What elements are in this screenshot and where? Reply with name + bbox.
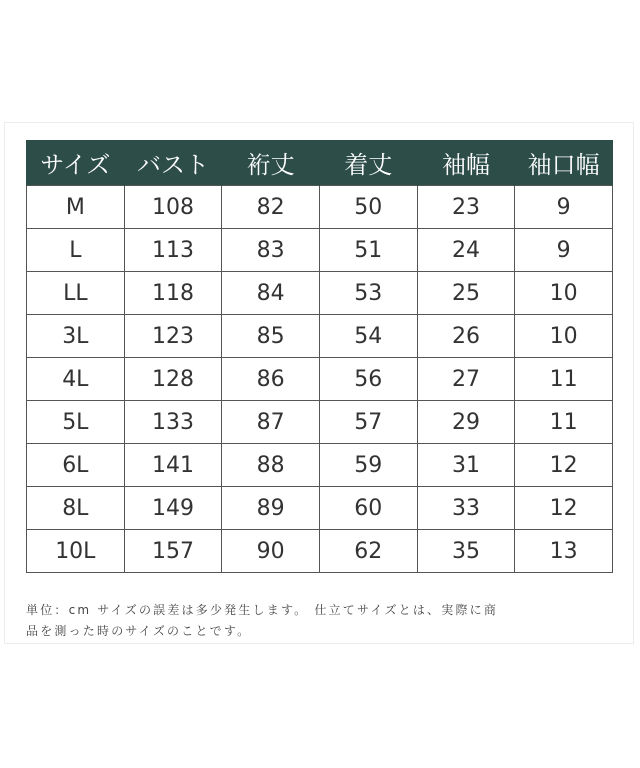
cell-body-length: 59 (319, 444, 417, 487)
cell-sleeve-width: 23 (417, 186, 515, 229)
cell-cuff-width: 10 (515, 272, 613, 315)
cell-bust: 113 (124, 229, 222, 272)
cell-bust: 149 (124, 487, 222, 530)
cell-bust: 133 (124, 401, 222, 444)
cell-sleeve-width: 26 (417, 315, 515, 358)
cell-body-length: 54 (319, 315, 417, 358)
note-line-1: 単位：cm サイズの誤差は多少発生します。 仕立てサイズとは、実際に商 (26, 603, 499, 617)
cell-bust: 108 (124, 186, 222, 229)
cell-size: 5L (27, 401, 125, 444)
cell-size: 8L (27, 487, 125, 530)
header-cuff-width: 袖口幅 (515, 140, 613, 186)
cell-body-length: 57 (319, 401, 417, 444)
table-row (27, 444, 613, 487)
cell-size: 3L (27, 315, 125, 358)
cell-body-length: 60 (319, 487, 417, 530)
cell-cuff-width: 9 (515, 229, 613, 272)
table-row (27, 186, 613, 229)
header-body-length: 着丈 (319, 140, 417, 186)
table-row (27, 358, 613, 401)
note-line-2: 品を測った時のサイズのことです。 (26, 624, 252, 638)
cell-sleeve-width: 25 (417, 272, 515, 315)
cell-cuff-width: 11 (515, 358, 613, 401)
cell-sleeve-length: 89 (222, 487, 320, 530)
cell-body-length: 51 (319, 229, 417, 272)
cell-sleeve-length: 84 (222, 272, 320, 315)
table-row (27, 229, 613, 272)
cell-bust: 141 (124, 444, 222, 487)
cell-bust: 118 (124, 272, 222, 315)
cell-sleeve-length: 86 (222, 358, 320, 401)
size-table (26, 140, 613, 573)
cell-cuff-width: 12 (515, 444, 613, 487)
table-row (27, 272, 613, 315)
cell-cuff-width: 10 (515, 315, 613, 358)
cell-body-length: 56 (319, 358, 417, 401)
cell-cuff-width: 11 (515, 401, 613, 444)
header-sleeve-width: 袖幅 (417, 140, 515, 186)
cell-sleeve-width: 31 (417, 444, 515, 487)
cell-cuff-width: 13 (515, 530, 613, 573)
cell-sleeve-length: 87 (222, 401, 320, 444)
cell-sleeve-width: 29 (417, 401, 515, 444)
cell-size: 10L (27, 530, 125, 573)
cell-sleeve-width: 27 (417, 358, 515, 401)
table-row (27, 401, 613, 444)
cell-size: M (27, 186, 125, 229)
header-bust: バスト (124, 140, 222, 186)
cell-cuff-width: 9 (515, 186, 613, 229)
cell-sleeve-length: 82 (222, 186, 320, 229)
cell-sleeve-length: 90 (222, 530, 320, 573)
cell-sleeve-length: 85 (222, 315, 320, 358)
size-note (26, 600, 616, 642)
table-header-row (27, 140, 613, 186)
cell-bust: 123 (124, 315, 222, 358)
cell-cuff-width: 12 (515, 487, 613, 530)
cell-sleeve-length: 88 (222, 444, 320, 487)
cell-size: 4L (27, 358, 125, 401)
cell-size: 6L (27, 444, 125, 487)
table-row (27, 487, 613, 530)
cell-sleeve-width: 24 (417, 229, 515, 272)
cell-sleeve-length: 83 (222, 229, 320, 272)
cell-size: LL (27, 272, 125, 315)
cell-bust: 157 (124, 530, 222, 573)
cell-size: L (27, 229, 125, 272)
header-size: サイズ (27, 140, 125, 186)
header-sleeve-length: 裄丈 (222, 140, 320, 186)
cell-sleeve-width: 33 (417, 487, 515, 530)
cell-body-length: 62 (319, 530, 417, 573)
cell-sleeve-width: 35 (417, 530, 515, 573)
cell-bust: 128 (124, 358, 222, 401)
table-row (27, 315, 613, 358)
cell-body-length: 50 (319, 186, 417, 229)
cell-body-length: 53 (319, 272, 417, 315)
table-row (27, 530, 613, 573)
